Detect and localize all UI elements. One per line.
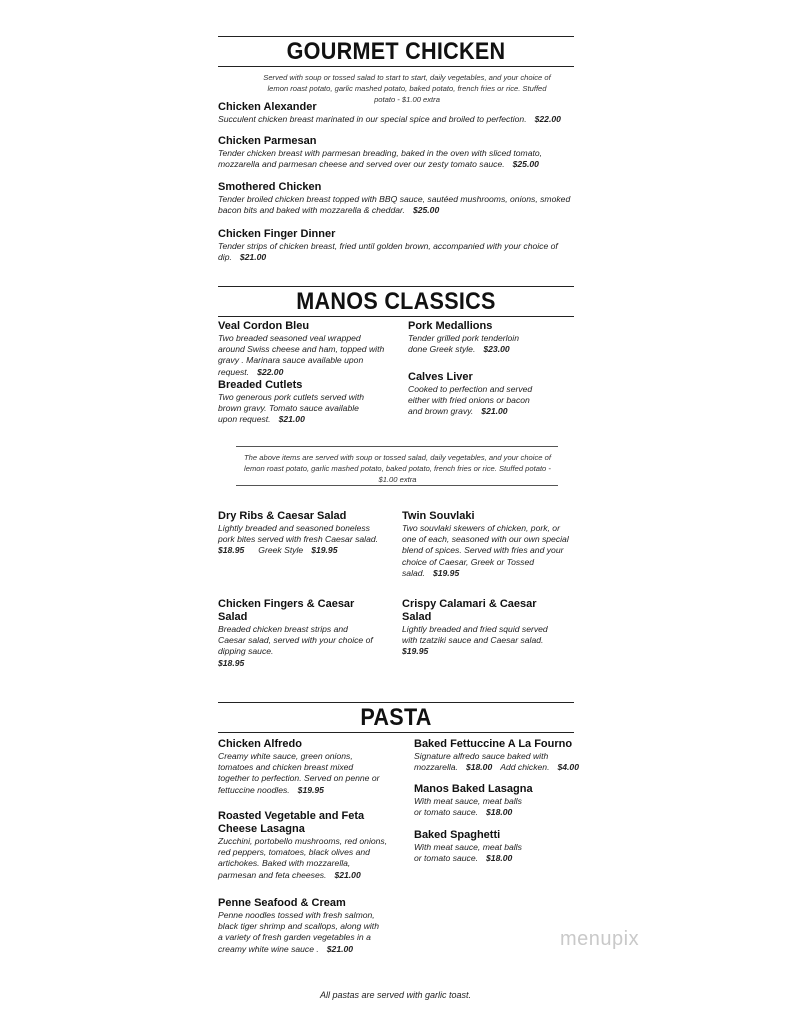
section-rule-top [218,36,574,37]
menu-item [408,371,533,418]
item-name: Twin Souvlaki [402,510,475,522]
section-rule-bottom [218,316,574,317]
item-name: Pork Medallions [408,320,493,332]
menu-item [218,897,380,955]
item-desc: Lightly breaded and fried squid served with tzatziki sauce and Caesar salad. [402,624,548,646]
watermark-logo: menupix [560,928,640,950]
item-desc: Lightly breaded and seasoned boneless pork bites served with fresh Caesar salad. [218,523,379,545]
menu-item [408,320,538,355]
section-rule-top [218,286,574,287]
item-price: $22.00 [534,114,561,124]
menu-item [218,738,383,796]
item-price: $19.95 [432,567,460,578]
item-price: $21.00 [334,869,361,880]
item-price: $21.00 [278,414,305,425]
item-option-price: $4.00 [557,762,579,773]
item-name: Baked Spaghetti [414,829,501,841]
item-name: Chicken Alfredo [218,738,302,750]
menu-item [402,598,562,658]
note-rule-top [236,446,558,447]
item-desc: Zucchini, portobello mushrooms, red onions, red peppers, tomatoes, black olives and artichokes. Baked with mozzarella, parmesan and feta cheeses. [218,836,388,880]
menu-item [218,228,578,263]
item-name: Dry Ribs & Caesar Salad [218,510,347,522]
item-name: Chicken Alexander [218,101,317,113]
item-price: $25.00 [412,205,440,216]
item-price: $19.95 [297,784,324,795]
gourmet-note: Served with soup or tossed salad to start to start, daily vegetables, and your choice of lemon roast potato, garlic mashed potato, baked potato, french fries or rice. Stuffed potato - $1.00 extra [263,73,551,104]
section-title-pasta: PASTA [360,704,432,731]
item-price: $21.00 [239,252,267,263]
menu-item [414,829,524,864]
item-desc: Signature alfredo sauce baked with mozzarella. [414,751,549,773]
item-price: $18.00 [486,853,513,864]
item-desc: Two generous pork cutlets served with brown gravy. Tomato sauce available upon request. [218,392,365,425]
item-desc: With meat sauce, meat balls or tomato sauce. [414,796,522,818]
item-price: $25.00 [512,159,539,170]
item-desc: Tender chicken breast with parmesan breading, baked in the oven with sliced tomato, mozzarella and parmesan cheese and served over our zesty tomato sauce. [218,148,543,170]
item-desc: Tender strips of chicken breast, fried until golden brown, accompanied with your choice of dip. [218,241,558,263]
item-name: Breaded Cutlets [218,379,303,391]
item-option-price: $19.95 [311,545,338,556]
menu-item [218,810,388,881]
item-option: Greek Style [258,545,304,556]
menu-item [402,510,570,579]
menu-item [218,101,578,125]
item-option: Add chicken. [500,762,550,773]
item-name: Chicken Fingers & Caesar Salad [218,598,355,623]
item-price: $19.95 [402,646,429,657]
item-desc: Cooked to perfection and served either with fried onions or bacon and brown gravy. [408,384,533,417]
menu-item [218,598,378,669]
item-desc: Tender broiled chicken breast topped with BBQ sauce, sautéed mushrooms, onions, smoked bacon bits and baked with mozzarella & cheddar. [218,194,571,216]
item-name: Manos Baked Lasagna [414,783,533,795]
item-desc: Two souvlaki skewers of chicken, pork, or one of each, seasoned with our own special blend of spices. Served with fries and your choice of Caesar, Greek or Tossed salad. [402,523,569,578]
item-name: Chicken Parmesan [218,135,317,147]
item-price: $21.00 [481,406,508,417]
menu-item [414,783,533,818]
item-desc: Two breaded seasoned veal wrapped around Swiss cheese and ham, topped with gravy . Marinara sauce available upon request. [218,333,385,377]
menu-item [218,181,578,216]
menu-item [218,135,578,170]
section-title-classics: MANOS CLASSICS [296,288,496,315]
section-title-gourmet: GOURMET CHICKEN [286,38,506,65]
classics-note: The above items are served with soup or tossed salad, daily vegetables, and your choice of lemon roast potato, garlic mashed potato, baked potato, french fries or rice. Stuffed potato - $1.00 extra [244,453,551,484]
item-name: Baked Fettuccine A La Fourno [414,738,573,750]
item-name: Calves Liver [408,371,473,383]
item-name: Crispy Calamari & Caesar Salad [402,598,537,623]
item-price: $22.00 [257,366,284,377]
pasta-footer-note: All pastas are served with garlic toast. [319,990,472,1000]
item-name: Roasted Vegetable and Feta Cheese Lasagna [218,810,365,835]
item-price: $18.95 [218,657,245,668]
section-rule-bottom [218,732,574,733]
item-desc: With meat sauce, meat balls or tomato sauce. [414,842,522,864]
item-desc: Penne noodles tossed with fresh salmon, black tiger shrimp and scallops, along with a variety of fresh garden vegetables in a creamy white wine sauce . [218,910,379,954]
menu-item [218,320,388,378]
item-name: Veal Cordon Bleu [218,320,310,332]
item-desc: Tender grilled pork tenderloin done Greek style. [408,333,519,355]
menu-item [218,379,368,426]
item-desc: Breaded chicken breast strips and Caesar salad, served with your choice of dipping sauce. [218,624,373,657]
note-rule-bottom [236,485,558,486]
item-price: $18.95 [218,545,245,556]
section-rule-top [218,702,574,703]
menu-item [218,510,378,557]
item-name: Penne Seafood & Cream [218,897,346,909]
item-name: Smothered Chicken [218,181,322,193]
menu-item [414,738,584,773]
item-price: $21.00 [326,943,354,954]
item-price: $23.00 [483,344,510,355]
section-rule-bottom [218,66,574,67]
item-price: $18.00 [465,762,493,773]
item-desc: Creamy white sauce, green onions, tomatoes and chicken breast mixed together to perfection. Served on penne or fettuccine noodles. [218,751,380,795]
item-desc: Succulent chicken breast marinated in our special spice and broiled to perfection. [218,114,527,124]
item-price: $18.00 [486,807,513,818]
item-name: Chicken Finger Dinner [218,228,336,240]
